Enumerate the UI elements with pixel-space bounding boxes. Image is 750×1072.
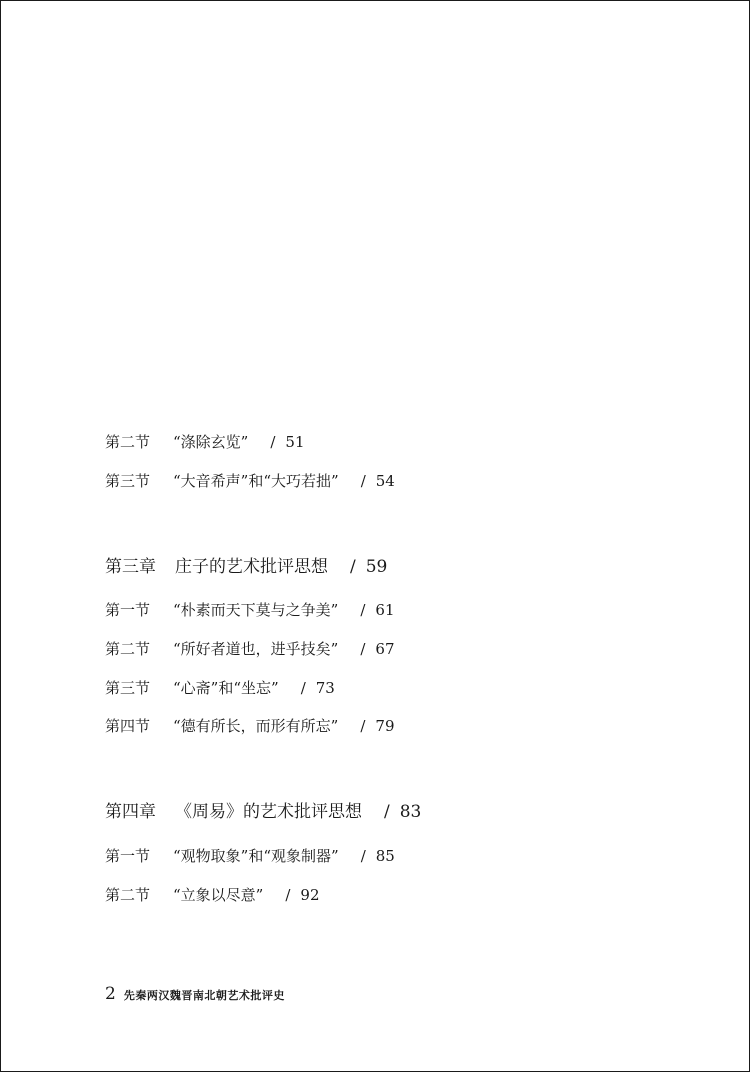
toc-entry-label: 第二节	[105, 640, 151, 658]
toc-entry-separator: /	[384, 802, 390, 822]
toc-entry-section[interactable]	[105, 849, 395, 864]
toc-entry-separator: /	[270, 433, 276, 451]
toc-entry-separator: /	[350, 557, 356, 577]
toc-entry-page-number: 73	[315, 679, 335, 697]
toc-entry-label: 第三节	[105, 679, 151, 697]
toc-entry-label: 第一节	[105, 601, 151, 619]
toc-entry-label: 第一节	[105, 847, 151, 865]
toc-entry-section[interactable]	[105, 888, 320, 903]
toc-entry-chapter[interactable]	[105, 804, 421, 821]
toc-entry-section[interactable]	[105, 603, 395, 618]
page-number: 2	[105, 984, 116, 1004]
toc-entry-separator: /	[360, 601, 366, 619]
toc-entry-page-number: 67	[375, 640, 395, 658]
toc-entry-title: “朴素而天下莫与之争美”	[173, 601, 339, 619]
toc-entry-title: 庄子的艺术批评思想	[175, 557, 328, 577]
page-footer	[105, 986, 285, 1003]
toc-entry-page-number: 59	[365, 557, 388, 577]
toc-entry-page-number: 83	[399, 802, 422, 822]
toc-entry-page-number: 61	[375, 601, 395, 619]
toc-entry-separator: /	[360, 640, 366, 658]
toc-entry-separator: /	[360, 847, 366, 865]
toc-entry-section[interactable]	[105, 719, 395, 734]
toc-entry-section[interactable]	[105, 681, 335, 696]
toc-entry-separator: /	[285, 886, 291, 904]
toc-entry-page-number: 54	[375, 472, 395, 490]
toc-entry-label: 第四章	[105, 802, 156, 822]
toc-entry-page-number: 79	[375, 717, 395, 735]
toc-entry-page-number: 92	[300, 886, 320, 904]
toc-entry-title: “大音希声”和“大巧若拙”	[173, 472, 339, 490]
toc-entry-title: “德有所长，而形有所忘”	[173, 717, 339, 735]
toc-entry-title: “心斋”和“坐忘”	[173, 679, 279, 697]
toc-entry-title: “立象以尽意”	[173, 886, 264, 904]
toc-entry-label: 第二节	[105, 886, 151, 904]
toc-entry-separator: /	[300, 679, 306, 697]
toc-entry-label: 第三章	[105, 557, 156, 577]
running-book-title: 先秦两汉魏晋南北朝艺术批评史	[123, 989, 285, 1002]
toc-entry-section[interactable]	[105, 642, 395, 657]
toc-entry-label: 第三节	[105, 472, 151, 490]
toc-entry-title: “涤除玄览”	[173, 433, 249, 451]
toc-entry-title: “所好者道也，进乎技矣”	[173, 640, 339, 658]
toc-entry-chapter[interactable]	[105, 559, 387, 576]
toc-entry-separator: /	[360, 717, 366, 735]
toc-entry-page-number: 85	[375, 847, 395, 865]
toc-entry-title: “观物取象”和“观象制器”	[173, 847, 339, 865]
toc-entry-section[interactable]	[105, 435, 305, 450]
toc-entry-section[interactable]	[105, 474, 395, 489]
toc-entry-title: 《周易》的艺术批评思想	[175, 802, 362, 822]
toc-entry-label: 第二节	[105, 433, 151, 451]
toc-entry-label: 第四节	[105, 717, 151, 735]
toc-entry-page-number: 51	[285, 433, 305, 451]
toc-entry-separator: /	[360, 472, 366, 490]
